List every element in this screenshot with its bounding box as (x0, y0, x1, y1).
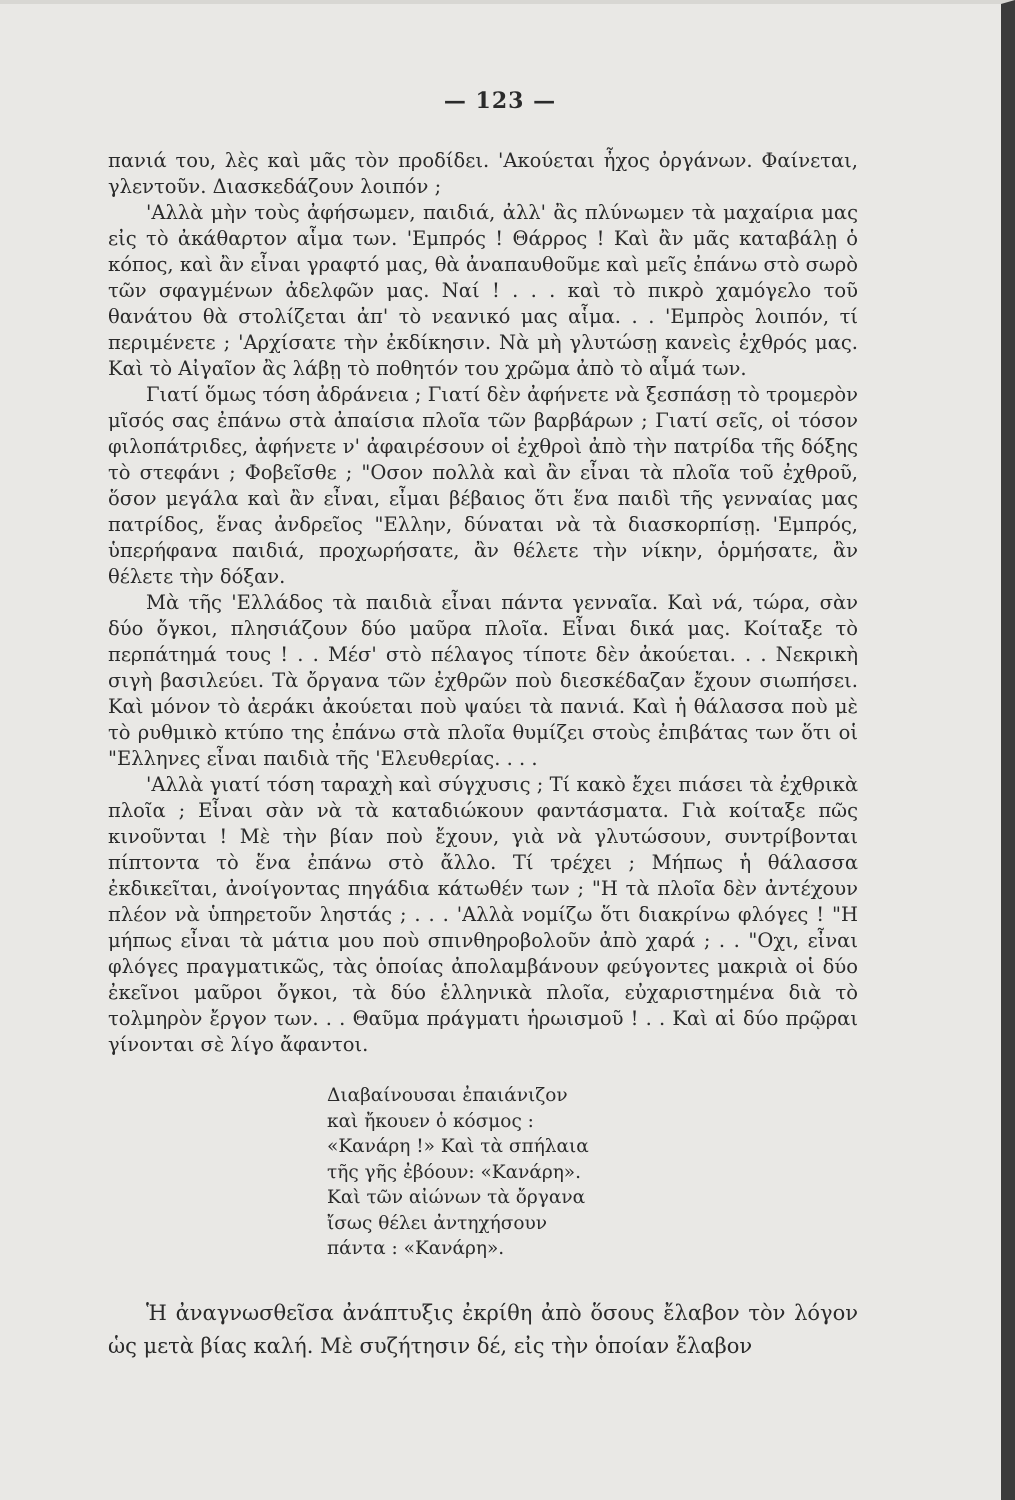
paragraph-4: Μὰ τῆς 'Ελλάδος τὰ παιδιὰ εἶναι πάντα γενναῖα. Καὶ νά, τώρα, σὰν δύο ὄγκοι, πλησιάζουν δύο μαῦρα πλοῖα. Εἶναι δικά μας. Κοίταξε τὸ περπάτημά τους ! . . Μέσ' στὸ πέλαγος τίποτε δὲν ἀκούεται. . . Νεκρικὴ σιγὴ βασιλεύει. Τὰ ὄργανα τῶν ἐχθρῶν ποὺ διεσκέδαζαν ἔχουν σιωπήσει. Καὶ μόνον τὸ ἀεράκι ἀκούεται ποὺ ψαύει τὰ πανιά. Καὶ ἡ θάλασσα ποὺ μὲ τὸ ρυθμικὸ κτύπο της ἐπάνω στὰ πλοῖα θυμίζει στοὺς ἐπιβάτας των ὅτι οἱ "Ελληνες εἶναι παιδιὰ τῆς 'Ελευθερίας. . . . (108, 591, 858, 770)
poem-line: καὶ ἤκουεν ὁ κόσμος : (327, 1110, 534, 1132)
body-text (108, 148, 858, 1058)
closing-paragraph: Ἡ ἀναγνωσθεῖσα ἀνάπτυξις ἐκρίθη ἀπὸ ὅσους ἔλαβον τὸν λόγον ὡς μετὰ βίας καλή. Μὲ συζήτησιν δέ, εἰς τὴν ὁποίαν ἔλαβον (108, 1301, 858, 1358)
poem-line: πάντα : «Κανάρη». (327, 1238, 505, 1259)
poem-line: ἴσως θέλει ἀντηχήσουν (327, 1212, 547, 1234)
page-number: — 123 — (443, 88, 557, 114)
paragraph-3: Γιατί ὅμως τόση ἀδράνεια ; Γιατί δὲν ἀφήνετε νὰ ξεσπάσῃ τὸ τρομερὸν μῖσός σας ἐπάνω στὰ ἀπαίσια πλοῖα τῶν βαρβάρων ; Γιατί σεῖς, οἱ τόσον φιλοπάτριδες, ἀφήνετε ν' ἀφαιρέσουν οἱ ἐχθροὶ ἀπὸ τὴν πατρίδα τῆς δόξης τὸ στεφάνι ; Φοβεῖσθε ; "Οσον πολλὰ καὶ ἂν εἶναι τὰ πλοῖα τοῦ ἐχθροῦ, ὅσον μεγάλα καὶ ἂν εἶναι, εἶμαι βέβαιος ὅτι ἕνα παιδὶ τῆς γενναίας μας πατρίδος, ἕνας ἀνδρεῖος "Ελλην, δύναται νὰ τὰ διασκορπίσῃ. 'Εμπρός, ὑπερήφανα παιδιά, προχωρήσατε, ἂν θέλετε τὴν νίκην, ὁρμήσατε, ἂν θέλετε τὴν δόξαν. (108, 383, 858, 588)
poem-line: τῆς γῆς ἐβόουν: «Κανάρη». (327, 1161, 581, 1183)
paragraph-2: 'Αλλὰ μὴν τοὺς ἀφήσωμεν, παιδιά, ἀλλ' ἂς πλύνωμεν τὰ μαχαίρια μας εἰς τὸ ἀκάθαρτον αἷμα των. 'Εμπρός ! Θάρρος ! Καὶ ἂν μᾶς καταβάλῃ ὁ κόπος, καὶ ἂν εἶναι γραφτό μας, θὰ ἀναπαυθοῦμε καὶ μεῖς ἐπάνω στὸ σωρὸ τῶν σφαγμένων ἀδελφῶν μας. Ναί ! . . . καὶ τὸ πικρὸ χαμόγελο τοῦ θανάτου θὰ στολίζεται ἀπ' τὸ νεανικό μας αἷμα. . . 'Εμπρὸς λοιπόν, τί περιμένετε ; 'Αρχίσατε τὴν ἐκδίκησιν. Νὰ μὴ γλυτώσῃ κανεὶς ἐχθρός μας. Καὶ τὸ Αἰγαῖον ἂς λάβῃ τὸ ποθητόν του χρῶμα ἀπὸ τὸ αἷμά των. (108, 201, 858, 380)
paragraph-5: 'Αλλὰ γιατί τόση ταραχὴ καὶ σύγχυσις ; Τί κακὸ ἔχει πιάσει τὰ ἐχθρικὰ πλοῖα ; Εἶναι σὰν νὰ τὰ καταδιώκουν φαντάσματα. Γιὰ κοίταξε πῶς κινοῦνται ! Μὲ τὴν βίαν ποὺ ἔχουν, γιὰ νὰ γλυτώσουν, συντρίβονται πίπτοντα τὸ ἕνα ἐπάνω στὸ ἄλλο. Τί τρέχει ; Μήπως ἡ θάλασσα ἐκδικεῖται, ἀνοίγοντας πηγάδια κάτωθέν των ; "Η τὰ πλοῖα δὲν ἀντέχουν πλέον νὰ ὑπηρετοῦν ληστάς ; . . . 'Αλλὰ νομίζω ὅτι διακρίνω φλόγες ! "Η μήπως εἶναι τὰ μάτια μου ποὺ σπινθηροβολοῦν ἀπὸ χαρά ; . . "Οχι, εἶναι φλόγες πραγματικῶς, τὰς ὁποίας ἀπολαμβάνουν φεύγοντες μακριὰ οἱ δύο ἐκεῖνοι μαῦροι ὄγκοι, τὰ δύο ἑλληνικὰ πλοῖα, εὐχαριστημένα διὰ τὸ τολμηρὸν ἔργον των. . . Θαῦμα πράγματι ἡρωισμοῦ ! . . Καὶ αἱ δύο πρῷραι γίνονται σὲ λίγο ἄφαντοι. (108, 773, 858, 1056)
poem-line: Διαβαίνουσαι ἐπαιάνιζον (327, 1085, 568, 1106)
paragraph-1: πανιά του, λὲς καὶ μᾶς τὸν προδίδει. 'Ακούεται ἦχος ὀργάνων. Φαίνεται, γλεντοῦν. Διασκεδάζουν λοιπόν ; (108, 149, 858, 198)
closing-text (108, 1297, 858, 1363)
poem-line: Καὶ τῶν αἰώνων τὰ ὄργανα (327, 1187, 586, 1208)
poem-line: «Κανάρη !» Καὶ τὰ σπήλαια (327, 1136, 589, 1157)
poem (327, 1083, 727, 1262)
